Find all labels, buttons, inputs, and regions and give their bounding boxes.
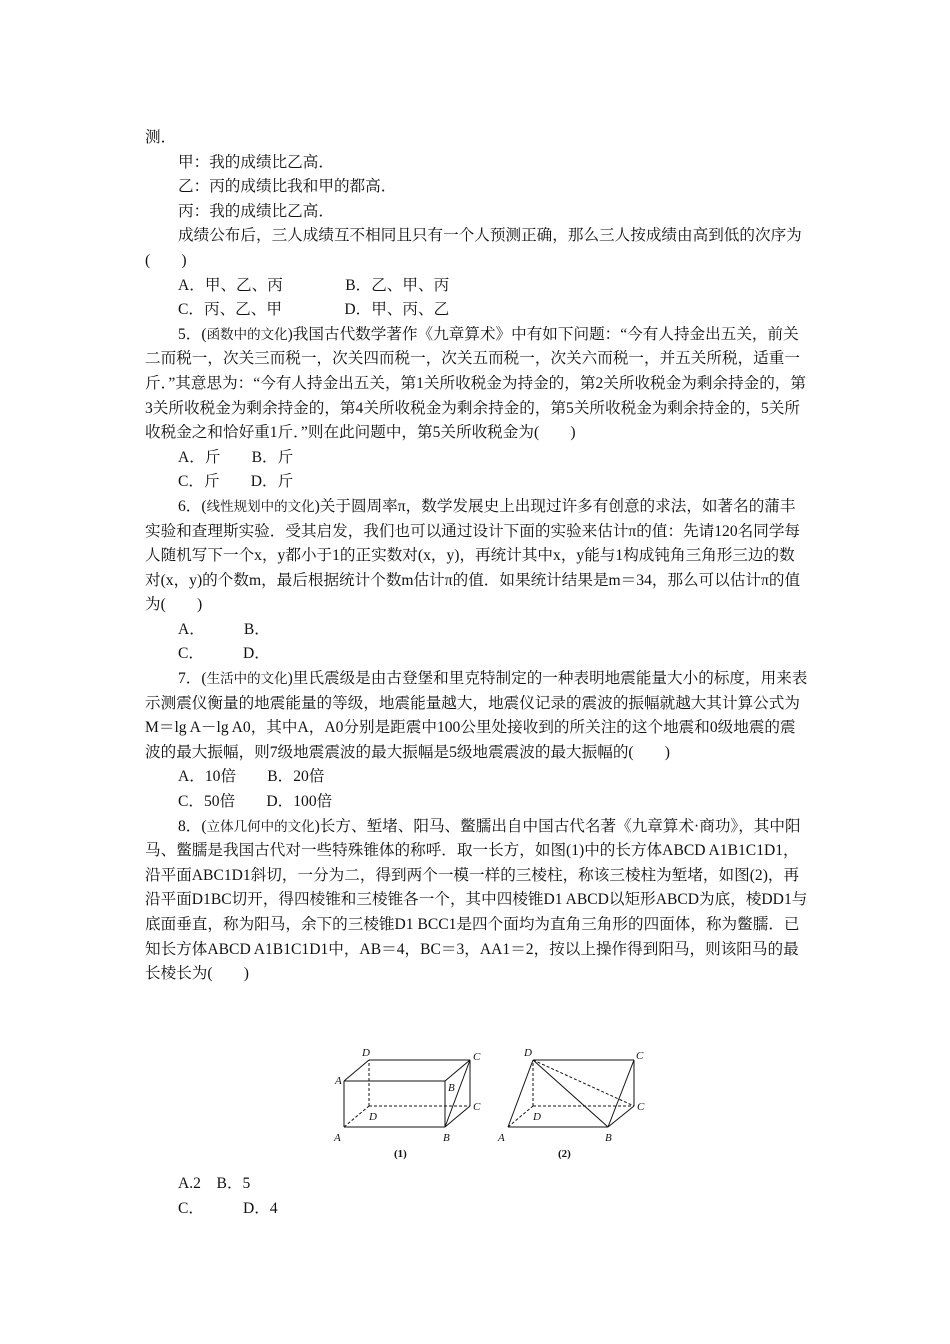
label-C1: C: [473, 1051, 481, 1063]
caption-1: (1): [394, 1148, 407, 1160]
q7-options-2: C．50倍 D．100倍: [178, 793, 333, 811]
q6-tag: 线性规划中的文化: [206, 498, 315, 515]
q7-number: 7．(: [178, 670, 207, 688]
q4-options-1: A．甲、乙、丙 B．乙、甲、丙: [178, 276, 450, 294]
question-8: [145, 815, 810, 987]
q4-bing: 丙：我的成绩比乙高．: [178, 202, 334, 220]
q4-jia: 甲：我的成绩比乙高．: [178, 153, 334, 171]
label-C-2: C: [637, 1101, 645, 1113]
figure-1-labels: [333, 1047, 481, 1160]
q8-number: 8．(: [178, 817, 207, 835]
q4-yi: 乙：丙的成绩比我和甲的都高．: [178, 178, 397, 196]
q5-number: 5．(: [178, 325, 207, 343]
geometry-figure: [332, 1044, 662, 1162]
q5-options-1: A．斤 B．斤: [178, 448, 294, 466]
q7-options-1: A．10倍 B．20倍: [178, 768, 325, 786]
label-D: D: [369, 1111, 377, 1123]
q4-stem: 成绩公布后，三人成绩互不相同且只有一个人预测正确，那么三人按成绩由高到低的次序为( ): [145, 227, 802, 269]
q6-stem: )关于圆周率π，数学发展史上出现过许多有创意的求法，如著名的蒲丰实验和查理斯实验．受其启发，我们也可以通过设计下面的实验来估计π的值：先请120名同学每人随机写下一个x，y都小于1的正实数对(x，y)，再统计其中x，y能与1构成钝角三角形三边的数对(x，y)的个数m，最后根据统计个数m估计π的值．如果统计结果是m＝34，那么可以估计π的值为( ): [145, 497, 801, 614]
label-B: B: [443, 1132, 450, 1144]
q8-options-2: C． D．4: [178, 1199, 278, 1217]
q7-stem: )里氏震级是由古登堡和里克特制定的一种表明地震能量大小的标度，用来表示测震仪衡量的地震能量的等级，地震能量越大，地震仪记录的震波的振幅就越大其计算公式为M＝lg A－lg A0，其中A，A0分别是距震中100公里处接收到的所关注的这个地震和0级地震的震波的最大振幅，则7级地震震波的最大振幅是5级地震震波的最大振幅的( ): [145, 670, 808, 761]
cuboid-diagrams: [332, 1044, 662, 1162]
q4-options-2: C．丙、乙、甲 D．甲、丙、乙: [178, 301, 450, 319]
q6-options-2: C． D．: [178, 645, 270, 663]
label-C1-2: C: [636, 1050, 644, 1062]
label-A: A: [334, 1132, 341, 1144]
q8-options-1: A.2 B．5: [178, 1175, 251, 1192]
q6-options-1: A． B．: [178, 620, 270, 638]
q4-continuation: 测．: [145, 129, 177, 146]
label-B-2: B: [605, 1132, 612, 1144]
q5-stem: )我国古代数学著作《九章算术》中有如下问题：“今有人持金出五关，前关二而税一，次关三而税一，次关四而税一，次关五而税一，次关六而税一，并五关所税，适重一斤．”其意思为：“今有人持金出五关，第1关所收税金为持金的，第2关所收税金为剩余持金的，第3关所收税金为剩余持金的，第4关所收税金为剩余持金的，第5关所收税金为剩余持金的，5关所收税金之和恰好重1斤．”则在此问题中，第5关所收税金为( ): [145, 325, 806, 442]
label-D1-2: D: [524, 1047, 532, 1059]
question-text: [145, 126, 810, 987]
figure-2-labels: [497, 1047, 645, 1160]
q6-number: 6．(: [178, 497, 207, 515]
question-7: [145, 667, 810, 765]
prism-figure-2: [508, 1060, 634, 1127]
label-C: C: [473, 1101, 481, 1113]
q8-options: [178, 1172, 278, 1221]
label-D-2: D: [533, 1111, 541, 1123]
question-5: [145, 323, 810, 446]
q5-tag: 函数中的文化: [206, 326, 288, 343]
caption-2: (2): [558, 1148, 571, 1160]
label-D1: D: [362, 1047, 370, 1059]
label-B1: B: [448, 1082, 455, 1094]
label-A1: A: [335, 1075, 342, 1087]
q7-tag: 生活中的文化: [206, 671, 288, 688]
q8-tag: 立体几何中的文化: [206, 818, 315, 835]
label-A-2: A: [498, 1132, 505, 1144]
question-6: [145, 495, 810, 618]
q8-stem: )长方、堑堵、阳马、鳖臑出自中国古代名著《九章算术·商功》，其中阳马、鳖臑是我国古代对一些特殊锥体的称呼．取一长方，如图(1)中的长方体ABCD A1B1C1D1，沿平面ABC1D1斜切，一分为二，得到两个一模一样的三棱柱，称该三棱柱为堑堵，如图(2)，再沿平面D1BC切开，得四棱锥和三棱锥各一个，其中四棱锥D1 ABCD以矩形ABCD为底，棱DD1与底面垂直，称为阳马，余下的三棱锥D1 BCC1是四个面均为直角三角形的四面体，称为鳖臑．已知长方体ABCD A1B1C1D1中，AB＝4，BC＝3，AA1＝2，按以上操作得到阳马，则该阳马的最长棱长为( ): [145, 817, 808, 983]
q5-options-2: C．斤 D．斤: [178, 473, 294, 491]
